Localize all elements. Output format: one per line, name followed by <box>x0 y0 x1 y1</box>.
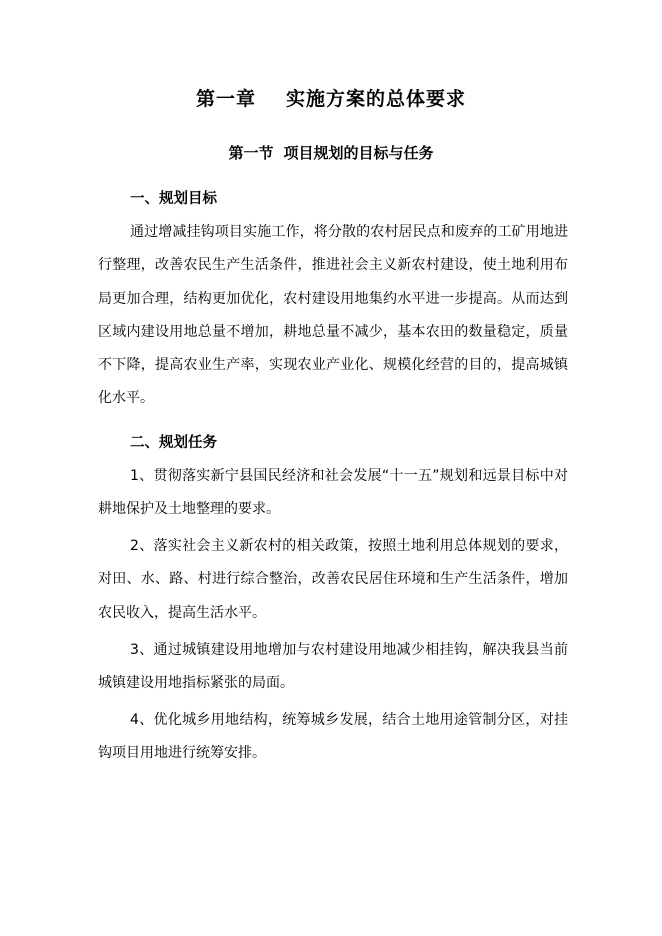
task-item-4: 4、优化城乡用地结构，统筹城乡发展，结合土地用途管制分区，对挂钩项目用地进行统筹安排。 <box>98 712 568 762</box>
chapter-number: 第一章 <box>195 88 256 110</box>
chapter-title <box>0 86 662 112</box>
heading-planning-goals: 一、规划目标 <box>130 191 217 207</box>
task-item-2: 2、落实社会主义新农村的相关政策，按照土地利用总体规划的要求，对田、水、路、村进行综合整治，改善农民居住环境和生产生活条件，增加农民收入，提高生活水平。 <box>98 538 568 621</box>
section-title <box>0 142 662 164</box>
section-number: 第一节 <box>228 144 274 162</box>
chapter-title-text: 实施方案的总体要求 <box>286 88 467 110</box>
task-item-1: 1、贯彻落实新宁县国民经济和社会发展“十一五”规划和远景目标中对耕地保护及土地整理的要求。 <box>98 468 568 518</box>
heading-planning-tasks: 二、规划任务 <box>130 435 217 451</box>
task-item-3: 3、通过城镇建设用地增加与农村建设用地减少相挂钩，解决我县当前城镇建设用地指标紧张的局面。 <box>98 642 568 692</box>
section-title-text: 项目规划的目标与任务 <box>283 144 434 162</box>
paragraph-planning-goals: 通过增减挂钩项目实施工作，将分散的农村居民点和废弃的工矿用地进行整理，改善农民生产生活条件，推进社会主义新农村建设，使土地利用布局更加合理，结构更加优化，农村建设用地集约水平进一步提高。从而达到区域内建设用地总量不增加，耕地总量不减少，基本农田的数量稳定，质量不下降，提高农业生产率，实现农业产业化、规模化经营的目的，提高城镇化水平。 <box>98 224 568 407</box>
